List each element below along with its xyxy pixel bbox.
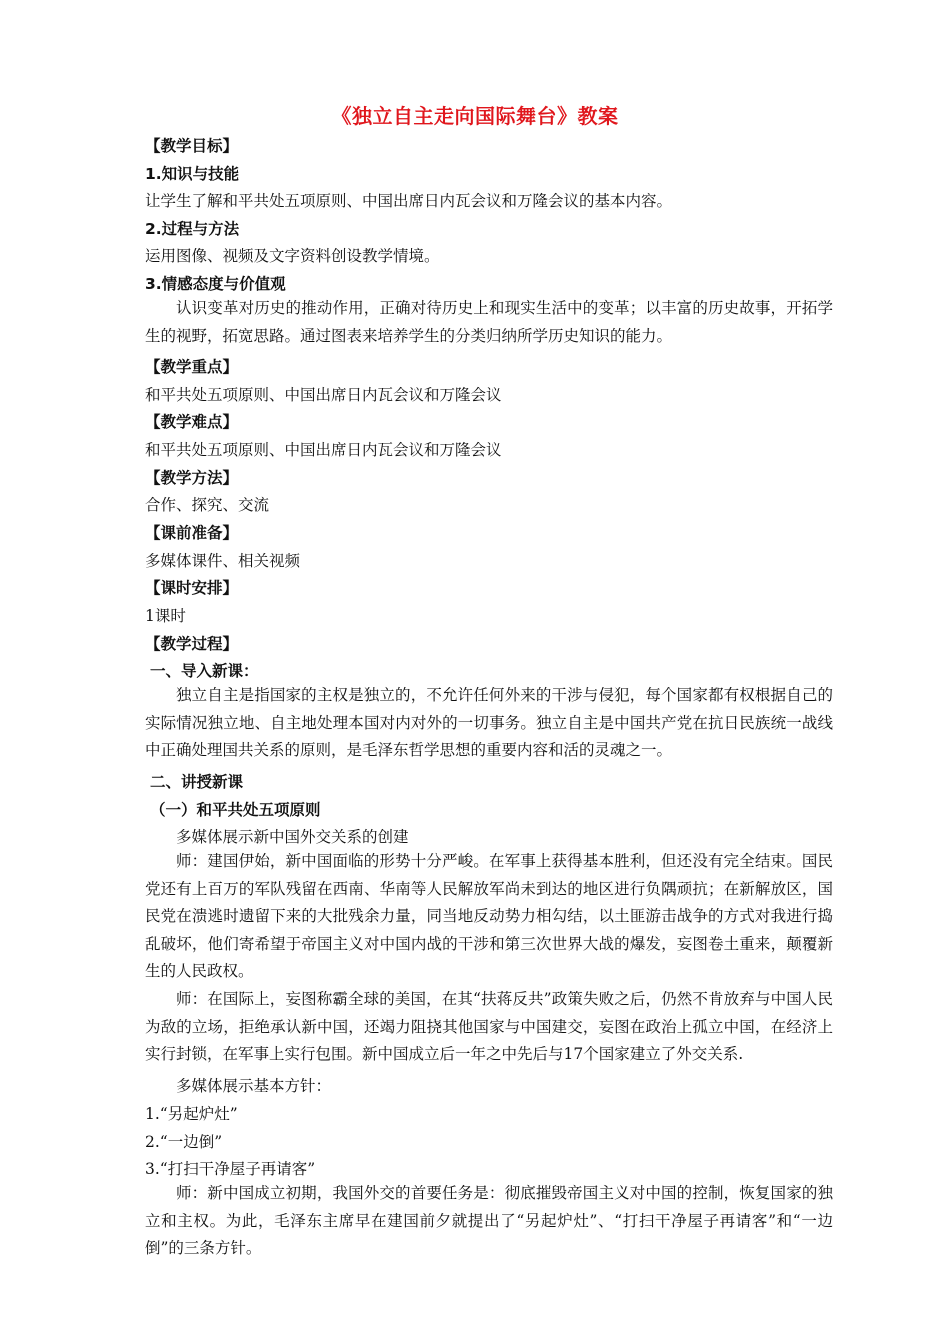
preparation-heading: 【课前准备】 [145, 524, 239, 542]
policy-item-3: 3.“打扫干净屋子再请客” [145, 1160, 316, 1178]
goal3-text: 认识变革对历史的推动作用，正确对待历史上和现实生活中的变革；以丰富的历史故事，开拓学生的视野，拓宽思路。通过图表来培养学生的分类归纳所学历史知识的能力。 [145, 299, 833, 345]
schedule-heading: 【课时安排】 [145, 579, 239, 597]
goals-heading: 【教学目标】 [145, 137, 239, 155]
section1-heading: （一）和平共处五项原则 [150, 801, 321, 819]
preparation-text: 多媒体课件、相关视频 [145, 552, 301, 570]
difficulties-text: 和平共处五项原则、中国出席日内瓦会议和万隆会议 [145, 441, 502, 459]
process-heading: 【教学过程】 [145, 635, 239, 653]
teacher-paragraph-2: 师：在国际上，妄图称霸全球的美国，在其“扶蒋反共”政策失败之后，仍然不肯放弃与中国人民为敌的立场，拒绝承认新中国，还竭力阻挠其他国家与中国建交，妄图在政治上孤立中国，在经济上实行封锁，在军事上实行包围。新中国成立后一年之中先后与17个国家建立了外交关系. [145, 990, 833, 1064]
policy-item-1: 1.“另起炉灶” [145, 1105, 238, 1123]
key-points-text: 和平共处五项原则、中国出席日内瓦会议和万隆会议 [145, 386, 502, 404]
key-points-heading: 【教学重点】 [145, 358, 239, 376]
difficulties-heading: 【教学难点】 [145, 413, 239, 431]
goal3-heading: 3.情感态度与价值观 [145, 275, 286, 293]
teacher-paragraph-1: 师：建国伊始，新中国面临的形势十分严峻。在军事上获得基本胜利，但还没有完全结束。国民党还有上百万的军队残留在西南、华南等人民解放军尚未到达的地区进行负隅顽抗；在新解放区，国民党在溃逃时遗留下来的大批残余力量，同当地反动势力相勾结，以土匪游击战争的方式对我进行捣乱破坏，他们寄希望于帝国主义对中国内战的干涉和第三次世界大战的爆发，妄图卷土重来，颠覆新生的人民政权。 [145, 852, 833, 981]
document-title: 《独立自主走向国际舞台》教案 [331, 104, 619, 128]
goal2-text: 运用图像、视频及文字资料创设教学情境。 [145, 247, 440, 265]
intro-paragraph: 独立自主是指国家的主权是独立的，不允许任何外来的干涉与侵犯，每个国家都有权根据自己的实际情况独立地、自主地处理本国对内对外的一切事务。独立自主是中国共产党在抗日民族统一战线中正确处理国共关系的原则，是毛泽东哲学思想的重要内容和活的灵魂之一。 [145, 686, 833, 760]
media-note-1: 多媒体展示新中国外交关系的创建 [176, 828, 409, 846]
methods-heading: 【教学方法】 [145, 469, 239, 487]
schedule-text: 1课时 [145, 607, 186, 625]
goal2-heading: 2.过程与方法 [145, 220, 240, 238]
methods-text: 合作、探究、交流 [145, 496, 270, 514]
teacher-paragraph-3: 师：新中国成立初期，我国外交的首要任务是：彻底摧毁帝国主义对中国的控制，恢复国家的独立和主权。为此，毛泽东主席早在建国前夕就提出了“另起炉灶”、“打扫干净屋子再请客”和“一边倒”的三条方针。 [145, 1184, 833, 1258]
policy-item-2: 2.“一边倒” [145, 1133, 223, 1151]
media-note-2: 多媒体展示基本方针： [176, 1077, 332, 1095]
goal1-text: 让学生了解和平共处五项原则、中国出席日内瓦会议和万隆会议的基本内容。 [145, 192, 673, 210]
goal1-heading: 1.知识与技能 [145, 165, 240, 183]
intro-heading: 一、导入新课： [150, 662, 259, 680]
teaching-heading: 二、讲授新课 [150, 773, 244, 791]
